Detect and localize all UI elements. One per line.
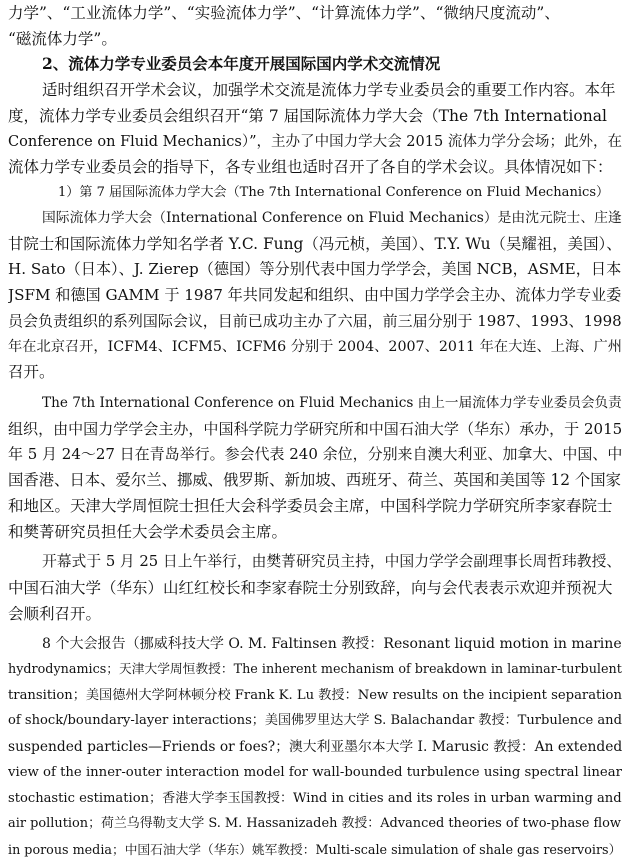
text-line: 适时组织召开学术会议，加强学术交流是流体力学专业委员会的重要工作内容。本年 bbox=[42, 81, 616, 100]
text-line: air pollution；荷兰乌得勒支大学 S. M. Hassanizadeh 教授：Advanced theories of two-phase flow bbox=[8, 816, 621, 832]
text-line: JSFM 和德国 GAMM 于 1987 年共同发起和组织、由中国力学学会主办、流体力学专业委 bbox=[8, 286, 622, 305]
text-line: The 7th International Conference on Fluid Mechanics 由上一届流体力学专业委员会负责 bbox=[42, 394, 622, 411]
section-heading: 2、流体力学专业委员会本年度开展国际国内学术交流情况 bbox=[42, 54, 441, 74]
text-line: H. Sato（日本）、J. Zierep（德国）等分别代表中国力学学会，美国 NCB，ASME，日本 bbox=[8, 260, 622, 279]
text-line: 召开。 bbox=[8, 363, 55, 382]
text-line: 和樊菁研究员担任大会学术委员会主席。 bbox=[8, 522, 288, 541]
text-line: 会顺利召开。 bbox=[8, 604, 102, 623]
text-line: 员会负责组织的系列国际会议，目前已成功主办了六届，前三届分别于 1987、1993、1998 bbox=[8, 311, 622, 330]
text-line: 度，流体力学专业委员会组织召开“第 7 届国际流体力学大会（The 7th International bbox=[8, 106, 607, 125]
text-line: 国香港、日本、爱尔兰、挪威、俄罗斯、新加坡、西班牙、荷兰、英国和美国等 12 个国家 bbox=[8, 471, 621, 490]
text-line: in porous media；中国石油大学（华东）姚军教授：Multi-scale simulation of shale gas reservoirs） bbox=[8, 842, 622, 858]
text-line: 甘院士和国际流体力学知名学者 Y.C. Fung（冯元桢，美国）、T.Y. Wu（吴耀祖，美国）、 bbox=[8, 234, 622, 253]
text-line: suspended particles—Friends or foes?；澳大利亚墨尔本大学 I. Marusic 教授：An extended bbox=[8, 739, 622, 756]
text-line: 组织，由中国力学学会主办，中国科学院力学研究所和中国石油大学（华东）承办，于 2015 bbox=[8, 419, 622, 438]
text-line: transition；美国德州大学阿林顿分校 Frank K. Lu 教授：New results on the incipient separation bbox=[8, 687, 622, 703]
text-line: “磁流体力学”。 bbox=[8, 29, 117, 48]
text-line: hydrodynamics；天津大学周恒教授：The inherent mechanism of breakdown in laminar-turbulent bbox=[8, 661, 622, 677]
text-line: 开幕式于 5 月 25 日上午举行，由樊菁研究员主持，中国力学学会副理事长周哲玮教授、 bbox=[42, 553, 622, 571]
text-line: 国际流体力学大会（International Conference on Fluid Mechanics）是由沈元院士、庄逢 bbox=[42, 209, 622, 226]
text-line: 年在北京召开，ICFM4、ICFM5、ICFM6 分别于 2004、2007、2011 年在大连、上海、广州 bbox=[8, 338, 622, 355]
text-line: stochastic estimation；香港大学李玉国教授：Wind in cities and its roles in urban warming and bbox=[8, 790, 622, 806]
text-line: 年 5 月 24～27 日在青岛举行。参会代表 240 余位，分别来自澳大利亚、加拿大、中国、中 bbox=[8, 445, 622, 464]
text-line: view of the inner-outer interaction model for wall-bounded turbulence using spectral linear bbox=[8, 764, 622, 780]
text-line: 流体力学专业委员会的指导下，各专业组也适时召开了各自的学术会议。具体情况如下： bbox=[8, 158, 613, 177]
text-line: Conference on Fluid Mechanics）”，主办了中国力学大会 2015 流体力学分会场；此外，在 bbox=[8, 133, 622, 150]
text-line: 1）第 7 届国际流体力学大会（The 7th International Conference on Fluid Mechanics） bbox=[58, 185, 610, 201]
text-line: 中国石油大学（华东）山红红校长和李家春院士分别致辞，向与会代表表示欢迎并预祝大 bbox=[8, 578, 613, 597]
text-line: 和地区。天津大学周恒院士担任大会科学委员会主席，中国科学院力学研究所李家春院士 bbox=[8, 496, 613, 515]
text-line: 8 个大会报告（挪威科技大学 O. M. Faltinsen 教授：Resonant liquid motion in marine bbox=[42, 636, 622, 653]
text-line: 力学”、“工业流体力学”、“实验流体力学”、“计算流体力学”、“微纳尺度流动”、 bbox=[8, 3, 560, 22]
text-line: of shock/boundary-layer interactions；美国佛罗里达大学 S. Balachandar 教授：Turbulence and bbox=[8, 713, 622, 729]
